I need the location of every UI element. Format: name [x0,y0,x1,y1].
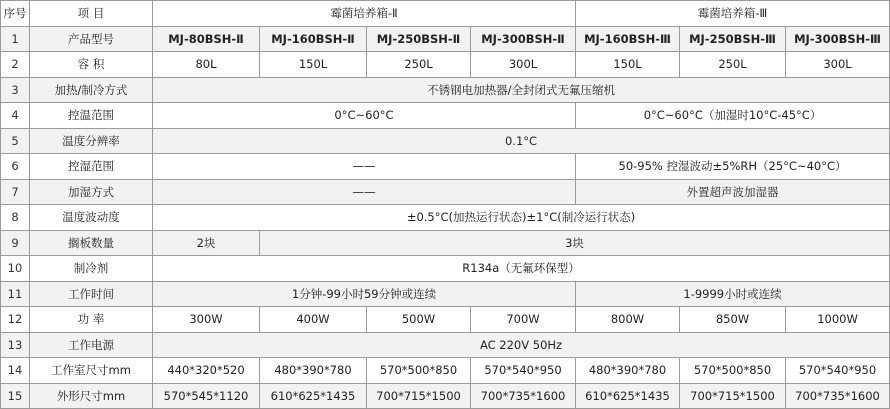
row-number: 11 [1,281,30,307]
value-cell: MJ-80BSH-Ⅱ [153,26,260,52]
table-row [1,128,890,154]
value-cell: 250L [367,52,471,78]
value-cell: 570*545*1120 [153,383,260,409]
row-label: 产品型号 [30,26,153,52]
row-number: 1 [1,26,30,52]
value-cell-group-3: 1-9999小时或连续 [576,281,890,307]
value-cell: 440*320*520 [153,358,260,384]
value-cell: 570*540*950 [786,358,890,384]
value-cell: 250L [680,52,786,78]
value-cell-group-3: 0°C~60°C（加湿时10°C-45°C） [576,103,890,129]
header-group-3: 霉菌培养箱-Ⅲ [576,1,890,27]
value-cell: 610*625*1435 [576,383,680,409]
value-cell: 610*625*1435 [260,383,367,409]
table-row [1,179,890,205]
value-cell: 150L [576,52,680,78]
value-cell-group-3: 50-95% 控湿波动±5%RH（25°C~40°C） [576,154,890,180]
row-label: 控温范围 [30,103,153,129]
row-label: 容 积 [30,52,153,78]
value-cell: 500W [367,307,471,333]
header-seq: 序号 [1,1,30,27]
value-cell: 80L [153,52,260,78]
header-group-2: 霉菌培养箱-Ⅱ [153,1,576,27]
table-row [1,256,890,282]
value-cell-group-2: —— [153,179,576,205]
value-cell: MJ-250BSH-Ⅱ [367,26,471,52]
row-label: 制冷剂 [30,256,153,282]
table-row [1,332,890,358]
value-cell-group-2: 0°C~60°C [153,103,576,129]
value-cell: MJ-300BSH-Ⅱ [471,26,576,52]
table-row [1,358,890,384]
row-label: 外形尺寸mm [30,383,153,409]
value-cell-merged: R134a（无氟环保型） [153,256,890,282]
value-cell: 150L [260,52,367,78]
value-cell: 300W [153,307,260,333]
value-cell: 850W [680,307,786,333]
value-cell-merged: AC 220V 50Hz [153,332,890,358]
row-number: 3 [1,77,30,103]
table-row [1,154,890,180]
row-label: 功 率 [30,307,153,333]
value-cell-merged: 不锈钢电加热器/全封闭式无氟压缩机 [153,77,890,103]
row-number: 4 [1,103,30,129]
value-cell-merged: ±0.5°C(加热运行状态)±1°C(制冷运行状态) [153,205,890,231]
header-row [1,1,890,27]
table-row [1,230,890,256]
table-row [1,26,890,52]
row-number: 14 [1,358,30,384]
value-cell: 700W [471,307,576,333]
value-cell: MJ-160BSH-Ⅲ [576,26,680,52]
row-label: 控湿范围 [30,154,153,180]
header-item: 项 目 [30,1,153,27]
value-cell: MJ-300BSH-Ⅲ [786,26,890,52]
row-number: 15 [1,383,30,409]
row-label: 搁板数量 [30,230,153,256]
row-label: 温度分辨率 [30,128,153,154]
value-cell-merged: 0.1°C [153,128,890,154]
row-number: 10 [1,256,30,282]
row-number: 9 [1,230,30,256]
value-cell-group-3: 外置超声波加湿器 [576,179,890,205]
row-number: 8 [1,205,30,231]
row-label: 加湿方式 [30,179,153,205]
value-cell: 400W [260,307,367,333]
row-label: 工作电源 [30,332,153,358]
value-cell: MJ-250BSH-Ⅲ [680,26,786,52]
row-number: 6 [1,154,30,180]
table-row [1,281,890,307]
row-number: 13 [1,332,30,358]
value-cell: 700*735*1600 [471,383,576,409]
row-label: 加热/制冷方式 [30,77,153,103]
row-number: 7 [1,179,30,205]
table-row [1,52,890,78]
value-cell-first: 2块 [153,230,260,256]
row-label: 工作室尺寸mm [30,358,153,384]
value-cell: 700*735*1600 [786,383,890,409]
value-cell-group-2: 1分钟-99小时59分钟或连续 [153,281,576,307]
value-cell: 570*540*950 [471,358,576,384]
value-cell: 570*500*850 [680,358,786,384]
value-cell: 700*715*1500 [680,383,786,409]
value-cell: 700*715*1500 [367,383,471,409]
row-number: 12 [1,307,30,333]
table-row [1,77,890,103]
value-cell: 480*390*780 [260,358,367,384]
table-row [1,383,890,409]
value-cell: MJ-160BSH-Ⅱ [260,26,367,52]
value-cell-group-2: —— [153,154,576,180]
value-cell: 570*500*850 [367,358,471,384]
value-cell: 800W [576,307,680,333]
value-cell: 1000W [786,307,890,333]
table-row [1,103,890,129]
value-cell-rest: 3块 [260,230,890,256]
row-label: 工作时间 [30,281,153,307]
row-label: 温度波动度 [30,205,153,231]
table-row [1,307,890,333]
value-cell: 480*390*780 [576,358,680,384]
value-cell: 300L [786,52,890,78]
row-number: 2 [1,52,30,78]
table-row [1,205,890,231]
value-cell: 300L [471,52,576,78]
row-number: 5 [1,128,30,154]
